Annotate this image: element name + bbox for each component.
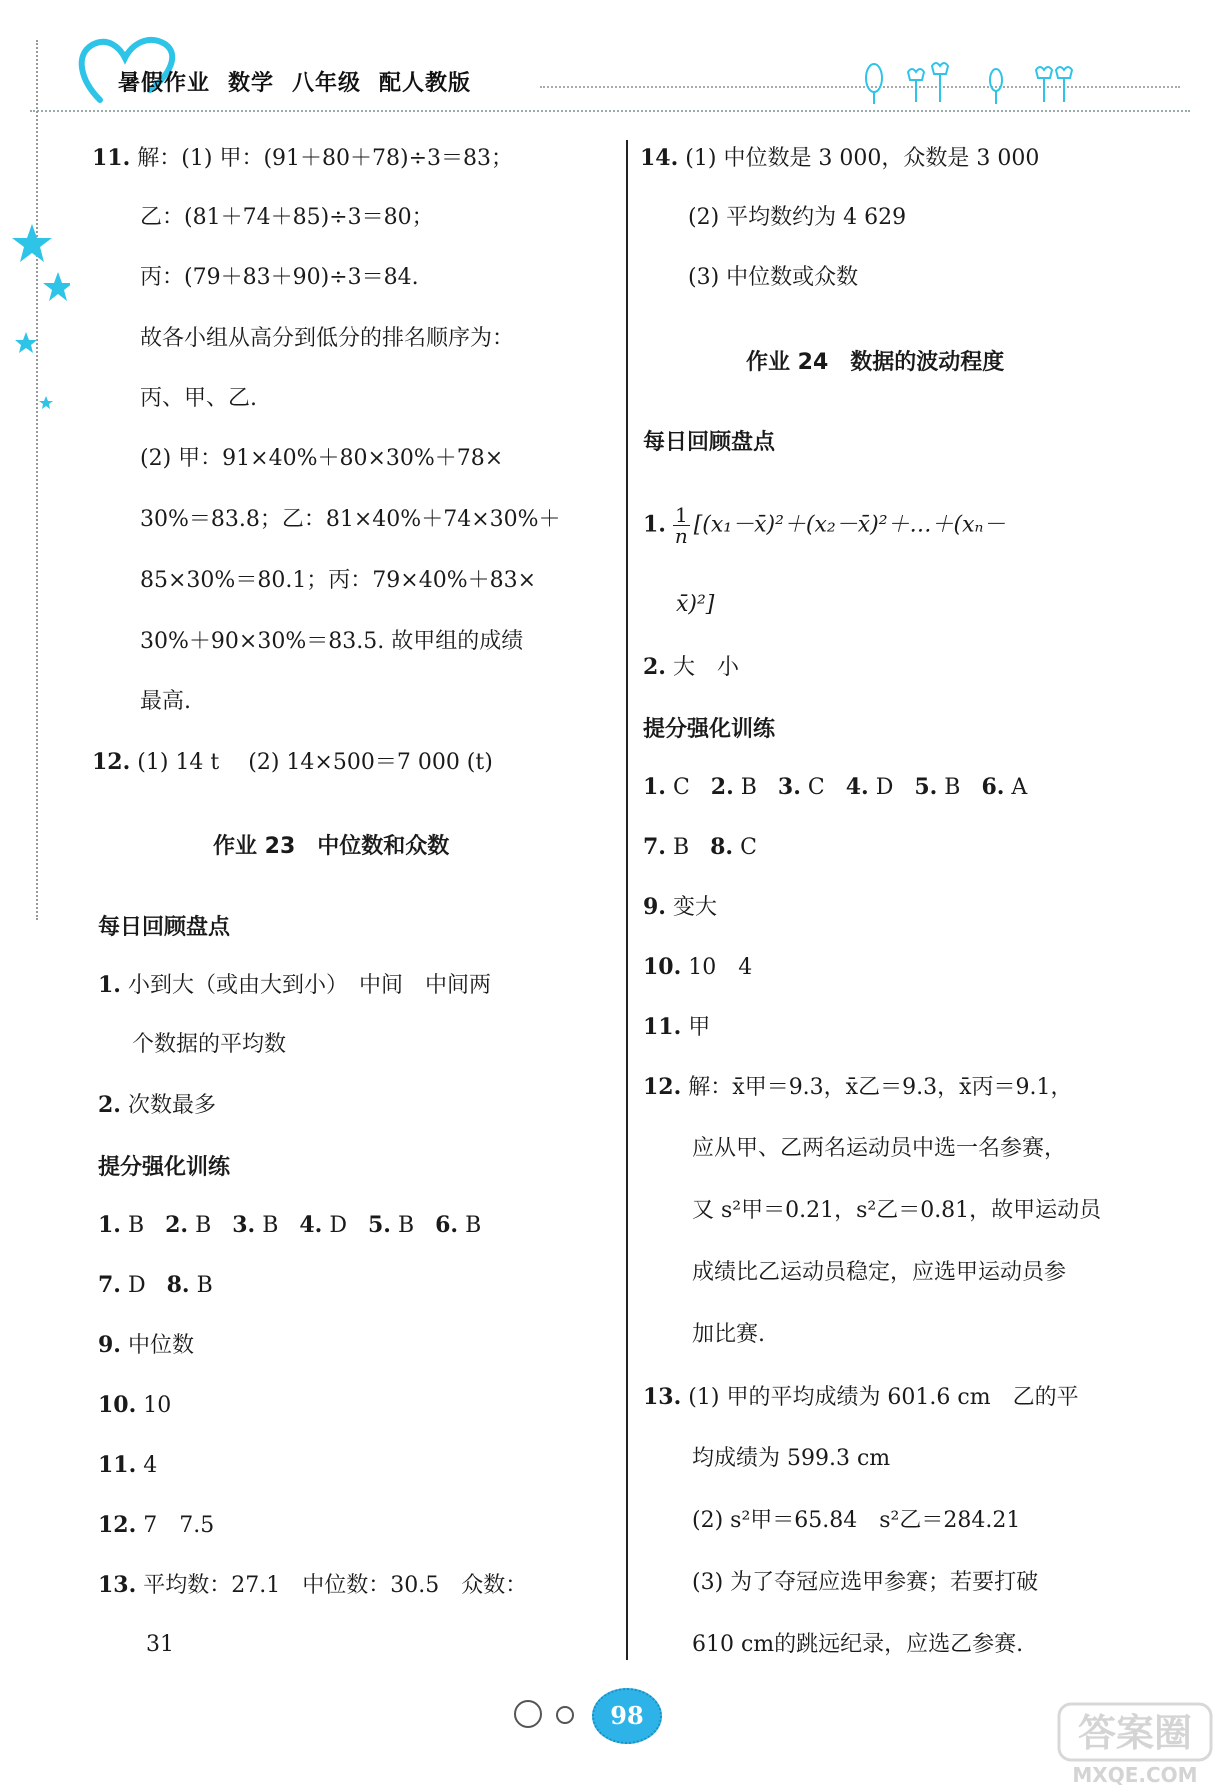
answer-12: 12. (1) 14 t (2) 14×500＝7 000 (t) (92, 749, 493, 775)
answer-10: 10. 10 (98, 1392, 172, 1418)
answer-11-line-7: 30%＝83.8；乙：81×40%＋74×30%＋ (140, 507, 561, 532)
answer-12c-line-5: 加比赛. (692, 1322, 765, 1347)
header-rule (30, 110, 1190, 112)
answer-11-line-5: 丙、甲、乙. (140, 386, 257, 411)
choice-answers-row-1: 1. B 2. B 3. B 4. D 5. B 6. B (98, 1212, 482, 1238)
answer-12c-line-3: 又 s²甲＝0.21，s²乙＝0.81，故甲运动员 (692, 1198, 1102, 1223)
answer-12c-line-1: 12. 解：x̄甲＝9.3，x̄乙＝9.3，x̄丙＝9.1， (643, 1074, 1073, 1100)
answer-11-line-9: 30%＋90×30%＝83.5. 故甲组的成绩 (140, 629, 524, 654)
footer-circle-small (556, 1706, 574, 1724)
plants-decoration-icon (860, 58, 1090, 108)
answer-13-cont: 31 (146, 1632, 174, 1657)
answer-12b: 12. 7 7.5 (98, 1512, 215, 1538)
answer-12c-line-2: 应从甲、乙两名运动员中选一名参赛， (692, 1136, 1067, 1161)
answer-13b-line-4: (3) 为了夺冠应选甲参赛；若要打破 (692, 1570, 1039, 1595)
footer-circle-large (514, 1700, 542, 1728)
fraction-1-over-n: $\frac{1}{n}$ (674, 503, 688, 548)
page-header (0, 0, 1219, 120)
review-heading-2: 每日回顾盘点 (643, 430, 776, 455)
answer-11-line-1: 11. 解：(1) 甲：(91＋80＋78)÷3＝83； (92, 145, 514, 171)
answer-13: 13. 平均数：27.1 中位数：30.5 众数： (98, 1572, 528, 1598)
answer-9: 9. 中位数 (98, 1332, 194, 1358)
answer-11-line-10: 最高. (140, 689, 191, 714)
choice-answers-row-3: 1. C 2. B 3. C 4. D 5. B 6. A (643, 774, 1028, 800)
section-title-hw23: 作业 23 中位数和众数 (213, 834, 450, 859)
column-divider (626, 140, 628, 1660)
answer-11-line-3: 丙：(79＋83＋90)÷3＝84. (140, 265, 419, 290)
answer-9b: 9. 变大 (643, 894, 717, 920)
header-title: 暑假作业 数学 八年级 配人教版 (118, 71, 472, 96)
answer-11b: 11. 4 (98, 1452, 158, 1478)
answer-14-line-3: (3) 中位数或众数 (688, 265, 859, 290)
answer-11-line-8: 85×30%＝80.1；丙：79×40%＋83× (140, 568, 537, 593)
answer-14-line-2: (2) 平均数约为 4 629 (688, 205, 907, 230)
review-formula: 1. $\frac{1}{n}$ [(x₁－x̄)²＋(x₂－x̄)²＋…＋(xₙ－ (643, 503, 1006, 548)
review-answer-2: 2. 次数最多 (98, 1092, 216, 1118)
answer-13b-line-2: 均成绩为 599.3 cm (692, 1446, 891, 1471)
answer-11c: 11. 甲 (643, 1014, 711, 1040)
section-title-hw24: 作业 24 数据的波动程度 (746, 350, 1005, 375)
watermark-logo (1055, 1700, 1215, 1788)
svg-text:MXQE.COM: MXQE.COM (1072, 1763, 1198, 1787)
training-heading: 提分强化训练 (98, 1155, 231, 1180)
answer-11-line-2: 乙：(81＋74＋85)÷3＝80； (140, 205, 434, 230)
answer-11-line-6: (2) 甲：91×40%＋80×30%＋78× (140, 446, 504, 471)
answer-14-line-1: 14. (1) 中位数是 3 000，众数是 3 000 (640, 145, 1040, 171)
answer-12c-line-4: 成绩比乙运动员稳定，应选甲运动员参 (692, 1260, 1067, 1285)
review-heading: 每日回顾盘点 (98, 915, 231, 940)
review-answer-2b: 2. 大 小 (643, 654, 739, 680)
answer-13b-line-1: 13. (1) 甲的平均成绩为 601.6 cm 乙的平 (643, 1384, 1079, 1410)
star-decoration-icon (10, 220, 70, 480)
answer-13b-line-3: (2) s²甲＝65.84 s²乙＝284.21 (692, 1508, 1021, 1533)
review-answer-1: 1. 小到大（或由大到小） 中间 中间两 (98, 972, 491, 998)
review-formula-cont: x̄)²] (676, 592, 715, 617)
choice-answers-row-2: 7. D 8. B (98, 1272, 213, 1298)
answer-10b: 10. 10 4 (643, 954, 753, 980)
page-number: 98 (592, 1688, 662, 1744)
margin-dotted-line (36, 40, 38, 920)
answer-11-line-4: 故各小组从高分到低分的排名顺序为： (140, 326, 515, 351)
training-heading-2: 提分强化训练 (643, 717, 776, 742)
review-answer-1-cont: 个数据的平均数 (132, 1032, 287, 1057)
choice-answers-row-4: 7. B 8. C (643, 834, 757, 860)
svg-text:答案圈: 答案圈 (1077, 1711, 1193, 1755)
answer-13b-line-5: 610 cm的跳远纪录，应选乙参赛. (692, 1632, 1024, 1657)
